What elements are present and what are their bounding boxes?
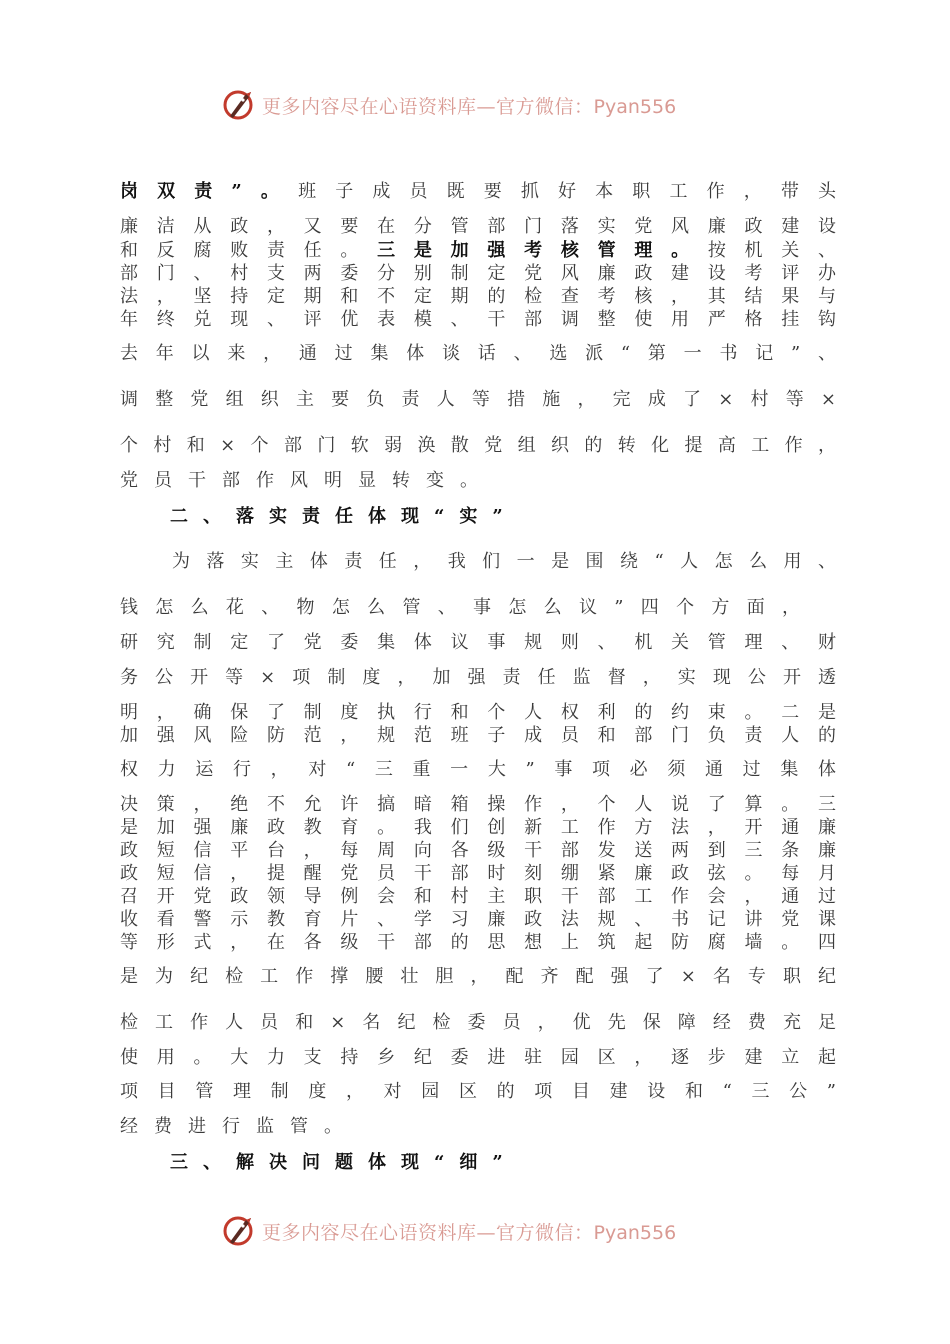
section-heading-3: 三、解决问题体现“细”	[170, 1152, 518, 1173]
pen-logo-icon	[222, 1212, 258, 1248]
text-line-24: 等形式，在各级干部的思想上筑起防腐墙。四	[120, 932, 836, 953]
watermark-header	[0, 84, 950, 128]
text-line-26: 检工作人员和×名纪检委员，优先保障经费充足	[120, 1012, 836, 1033]
watermark-wechat-id: Pyan556	[593, 96, 677, 118]
text-line-11: 为落实主体责任，我们一是围绕“人怎么用、	[172, 551, 836, 572]
text-line-4: 部门、村支两委分别制定党风廉政建设考评办	[120, 263, 836, 284]
text-line-13: 研究制定了党委集体议事规则、机关管理、财	[120, 632, 836, 653]
text-line-1-bold: 岗双责”。	[120, 181, 299, 202]
watermark-text: 更多内容尽在心语资料库—官方微信：	[262, 1222, 594, 1244]
text-line-10: 党员干部作风明显转变。	[120, 470, 494, 491]
text-line-1	[120, 180, 836, 204]
text-line-20: 政短信平台，每周向各级干部发送两到三条廉	[120, 840, 836, 861]
text-line-9: 个村和×个部门软弱涣散党组织的转化提高工作，	[120, 435, 836, 456]
text-line-1-rest: 班子成员既要抓好本职工作，带头	[298, 181, 837, 202]
text-line-7: 去年以来，通过集体谈话、选派“第一书记”、	[120, 343, 836, 364]
section-heading-2: 二、落实责任体现“实”	[170, 506, 518, 527]
text-line-17: 权力运行，对“三重一大”事项必须通过集体	[120, 759, 836, 780]
watermark-text: 更多内容尽在心语资料库—官方微信：	[262, 96, 594, 118]
text-line-16: 加强风险防范，规范班子成员和部门负责人的	[120, 725, 836, 746]
text-line-2: 廉洁从政，又要在分管部门落实党风廉政建设	[120, 216, 836, 237]
text-line-18: 决策，绝不允许搞暗箱操作，个人说了算。三	[120, 794, 836, 815]
text-line-14: 务公开等×项制度，加强责任监督，实现公开透	[120, 667, 836, 688]
text-line-19: 是加强廉政教育。我们创新工作方法，开通廉	[120, 817, 836, 838]
text-line-27: 使用。大力支持乡纪委进驻园区，逐步建立起	[120, 1047, 836, 1068]
text-line-8: 调整党组织主要负责人等措施，完成了×村等×	[120, 389, 836, 410]
text-line-21: 政短信，提醒党员干部时刻绷紧廉政弦。每月	[120, 863, 836, 884]
text-line-3-a: 和反腐败责任。	[120, 240, 378, 261]
text-line-12: 钱怎么花、物怎么管、事怎么议”四个方面，	[120, 597, 800, 618]
text-line-22: 召开党政领导例会和村主职干部工作会，通过	[120, 886, 836, 907]
text-line-25: 是为纪检工作撑腰壮胆，配齐配强了×名专职纪	[120, 966, 836, 987]
watermark-footer	[0, 1210, 950, 1254]
text-line-3-c: 按机关、	[707, 240, 837, 261]
text-line-23: 收看警示教育片、学习廉政法规、书记讲党课	[120, 909, 836, 930]
text-line-5: 法，坚持定期和不定期的检查考核，其结果与	[120, 286, 836, 307]
pen-logo-icon	[222, 86, 258, 122]
text-line-28: 项目管理制度，对园区的项目建设和“三公”	[120, 1081, 836, 1102]
text-line-29: 经费进行监管。	[120, 1116, 358, 1137]
text-line-15: 明，确保了制度执行和个人权利的约束。二是	[120, 702, 836, 723]
text-line-3-bold: 三是加强考核管理。	[377, 240, 708, 261]
text-line-6: 年终兑现、评优表模、干部调整使用严格挂钩	[120, 309, 836, 330]
watermark-wechat-id: Pyan556	[593, 1222, 677, 1244]
text-line-3	[120, 239, 836, 263]
